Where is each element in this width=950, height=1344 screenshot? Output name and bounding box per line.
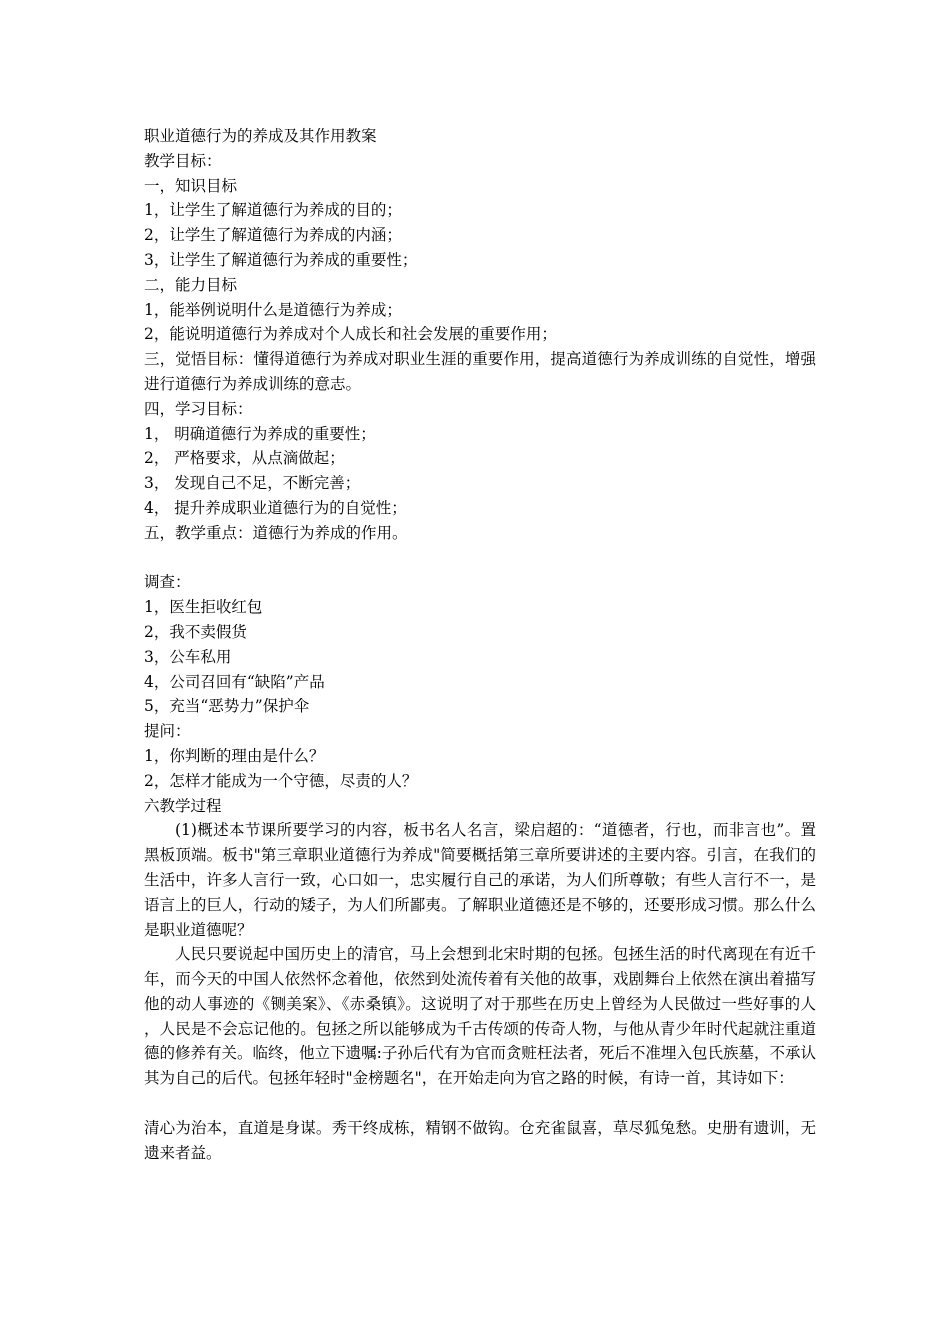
list-item: 2，能说明道德行为养成对个人成长和社会发展的重要作用； bbox=[144, 325, 557, 344]
key-point: 五，教学重点：道德行为养成的作用。 bbox=[144, 523, 408, 542]
list-item: 1，你判断的理由是什么？ bbox=[144, 746, 325, 765]
list-item: 3， 发现自己不足，不断完善； bbox=[144, 474, 361, 493]
document-page bbox=[144, 124, 816, 1165]
list-item: 4， 提升养成职业道德行为的自觉性； bbox=[144, 498, 407, 517]
list-item: 1，医生拒收红包 bbox=[144, 598, 263, 617]
list-item: 2，怎样才能成为一个守德，尽责的人？ bbox=[144, 771, 418, 790]
list-item: 2，我不卖假货 bbox=[144, 622, 247, 641]
blank-line bbox=[144, 1091, 816, 1116]
list-item: 3，公车私用 bbox=[144, 647, 232, 666]
learning-heading: 四，学习目标： bbox=[144, 399, 253, 418]
process-paragraph-2: 人民只要说起中国历史上的清官，马上会想到北宋时期的包拯。包拯生活的时代离现在有近千年，而今天的中国人依然怀念着他，依然到处流传着有关他的故事，戏剧舞台上依然在演出着描写他的动人事迹的《铡美案》、《赤桑镇》。这说明了对于那些在历史上曾经为人民做过一些好事的人，人民是不会忘记他的。包拯之所以能够成为千古传颂的传奇人物，与他从青少年时代起就注重道德的修养有关。临终，他立下遗嘱:子孙后代有为官而贪赃枉法者，死后不准埋入包氏族墓，不承认其为自己的后代。包拯年轻时"金榜题名"，在开始走向为官之路的时候，有诗一首，其诗如下： bbox=[144, 945, 816, 1088]
list-item: 4，公司召回有“缺陷”产品 bbox=[144, 672, 325, 691]
knowledge-heading: 一，知识目标 bbox=[144, 176, 238, 195]
list-item: 3，让学生了解道德行为养成的重要性； bbox=[144, 250, 418, 269]
list-item: 5，充当“恶势力”保护伞 bbox=[144, 697, 310, 716]
list-item: 1， 明确道德行为养成的重要性； bbox=[144, 424, 376, 443]
poem: 清心为治本，直道是身谋。秀干终成栋，精钢不做钩。仓充雀鼠喜，草尽狐兔愁。史册有遗训，无遗来者益。 bbox=[144, 1118, 816, 1162]
questions-heading: 提问： bbox=[144, 722, 191, 741]
list-item: 2，让学生了解道德行为养成的内涵； bbox=[144, 226, 402, 245]
awareness-goal: 三，觉悟目标：懂得道德行为养成对职业生涯的重要作用，提高道德行为养成训练的自觉性，增强进行道德行为养成训练的意志。 bbox=[144, 350, 816, 393]
process-heading: 六教学过程 bbox=[144, 796, 222, 815]
ability-heading: 二，能力目标 bbox=[144, 275, 238, 294]
document-title: 职业道德行为的养成及其作用教案 bbox=[144, 127, 377, 145]
goals-heading: 教学目标： bbox=[144, 151, 222, 170]
blank-line bbox=[144, 546, 816, 571]
list-item: 1，能举例说明什么是道德行为养成； bbox=[144, 300, 402, 319]
survey-heading: 调查： bbox=[144, 573, 191, 592]
list-item: 1，让学生了解道德行为养成的目的； bbox=[144, 201, 402, 220]
process-paragraph-1: (1)概述本节课所要学习的内容，板书名人名言，梁启超的：“道德者，行也，而非言也”。置黑板顶端。板书"第三章职业道德行为养成"简要概括第三章所要讲述的主要内容。引言，在我们的生活中，许多人言行一致，心口如一，忠实履行自己的承诺，为人们所尊敬；有些人言行不一，是语言上的巨人，行动的矮子，为人们所鄙夷。了解职业道德还是不够的，还要形成习惯。那么什么是职业道德呢？ bbox=[144, 821, 816, 939]
list-item: 2， 严格要求，从点滴做起； bbox=[144, 449, 345, 468]
